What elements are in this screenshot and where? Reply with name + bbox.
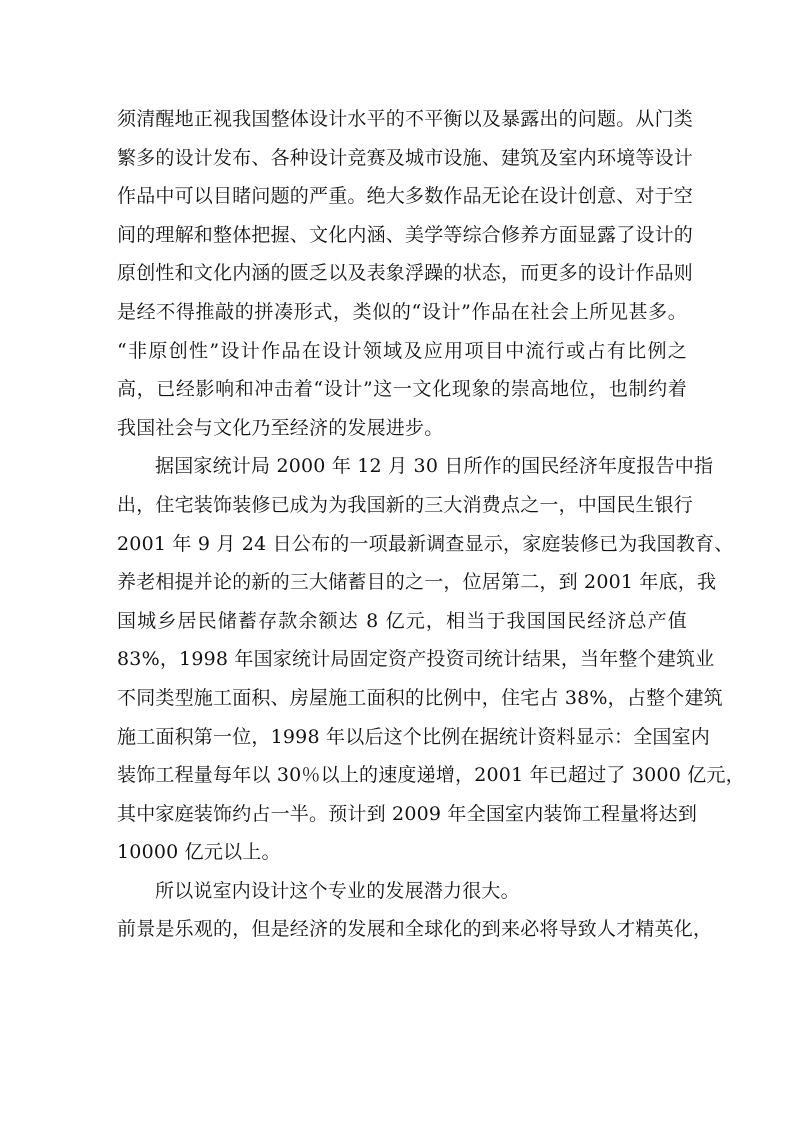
text-line: 繁多的设计发布、各种设计竞赛及城市设施、建筑及室内环境等设计 [117, 146, 694, 169]
body-text [117, 100, 745, 949]
paragraph-4 [117, 910, 713, 949]
text-line: 出，住宅装饰装修已成为为我国新的三大消费点之一，中国民生银行 [117, 493, 694, 516]
text-line: 我国社会与文化乃至经济的发展进步。 [117, 416, 444, 439]
text-line: 83%，1998 年国家统计局固定资产投资司统计结果，当年整个建筑业 [117, 648, 715, 671]
text-line: 其中家庭装饰约占一半。预计到 2009 年全国室内装饰工程量将达到 [117, 802, 698, 825]
text-line: 据国家统计局 2000 年 12 月 30 日所作的国民经济年度报告中指 [155, 455, 714, 478]
text-line: 养老相提并论的新的三大储蓄目的之一，位居第二，到 2001 年底，我 [117, 571, 717, 594]
text-line: 不同类型施工面积、房屋施工面积的比例中，住宅占 38%，占整个建筑 [117, 686, 723, 709]
text-line: 作品中可以目睹问题的严重。绝大多数作品无论在设计创意、对于空 [117, 185, 694, 208]
text-line: 装饰工程量每年以 30％以上的速度递增，2001 年已超过了 3000 亿元， [117, 764, 745, 787]
text-line: 施工面积第一位，1998 年以后这个比例在据统计资料显示：全国室内 [117, 725, 710, 748]
text-line: “非原创性”设计作品在设计领域及应用项目中流行或占有比例之 [117, 339, 687, 362]
text-line: 前景是乐观的，但是经济的发展和全球化的到来必将导致人才精英化， [117, 918, 713, 941]
paragraph-3 [117, 872, 687, 911]
text-line: 所以说室内设计这个专业的发展潜力很大。 [155, 879, 520, 902]
text-line: 高，已经影响和冲击着“设计”这一文化现象的崇高地位，也制约着 [117, 378, 687, 401]
text-line: 10000 亿元以上。 [117, 841, 281, 864]
text-line: 是经不得推敲的拼凑形式，类似的“设计”作品在社会上所见甚多。 [117, 300, 687, 323]
paragraph-2 [117, 447, 745, 872]
text-line: 国城乡居民储蓄存款余额达 8 亿元，相当于我国国民经济总产值 [117, 609, 687, 632]
text-line: 2001 年 9 月 24 日公布的一项最新调查显示，家庭装修已为我国教育、 [117, 532, 734, 555]
paragraph-1 [117, 100, 694, 447]
text-line: 间的理解和整体把握、文化内涵、美学等综合修养方面显露了设计的 [117, 223, 694, 246]
text-line: 原创性和文化内涵的匮乏以及表象浮躁的状态，而更多的设计作品则 [117, 262, 694, 285]
text-line: 须清醒地正视我国整体设计水平的不平衡以及暴露出的问题。从门类 [117, 108, 694, 130]
